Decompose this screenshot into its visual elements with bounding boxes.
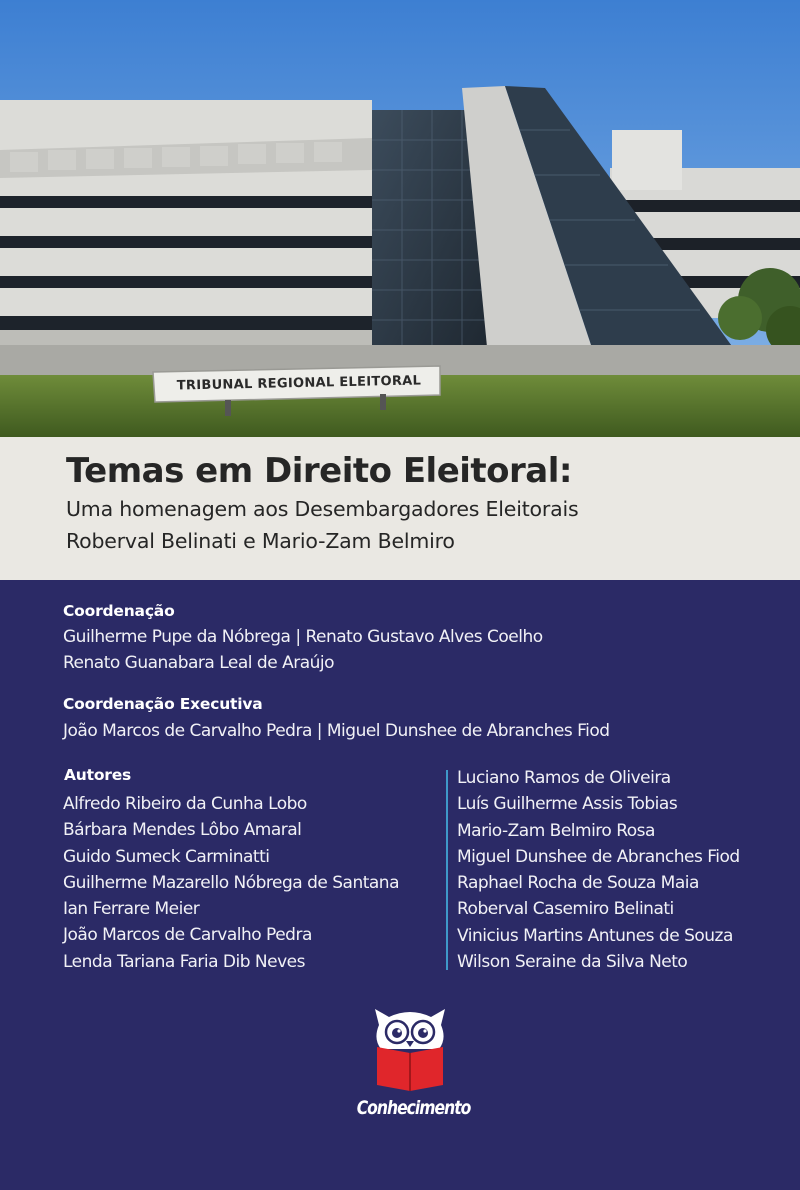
author-name: Wilson Seraine da Silva Neto bbox=[457, 952, 688, 973]
authors-left-column bbox=[63, 791, 399, 975]
authors-right-column bbox=[457, 765, 740, 975]
author-name: Vinicius Martins Antunes de Souza bbox=[457, 925, 733, 946]
author-name: João Marcos de Carvalho Pedra bbox=[63, 925, 312, 946]
sign-board-text: TRIBUNAL REGIONAL ELEITORAL bbox=[176, 373, 422, 394]
publisher-logo bbox=[345, 1005, 475, 1125]
author-name: Guilherme Mazarello Nóbrega de Santana bbox=[63, 872, 399, 893]
book-title: Temas em Direito Eleitoral: bbox=[66, 451, 572, 491]
author-name: Guido Sumeck Carminatti bbox=[63, 846, 270, 867]
cover-photo bbox=[0, 0, 800, 437]
author-name: Mario-Zam Belmiro Rosa bbox=[457, 820, 655, 841]
coordenacao-executiva-label: Coordenação Executiva bbox=[63, 695, 263, 713]
author-name: Bárbara Mendes Lôbo Amaral bbox=[63, 820, 302, 841]
credits-panel bbox=[0, 580, 800, 1190]
title-band bbox=[0, 437, 800, 580]
book-subtitle-line1: Uma homenagem aos Desembargadores Eleitorais bbox=[66, 497, 579, 521]
coordenacao-line1: Guilherme Pupe da Nóbrega | Renato Gustavo Alves Coelho bbox=[63, 627, 543, 647]
book-subtitle-line2: Roberval Belinati e Mario-Zam Belmiro bbox=[66, 529, 455, 553]
author-name: Lenda Tariana Faria Dib Neves bbox=[63, 951, 305, 972]
publisher-name: Conhecimento bbox=[356, 1097, 471, 1119]
author-name: Ian Ferrare Meier bbox=[63, 899, 200, 920]
author-name: Luís Guilherme Assis Tobias bbox=[457, 794, 678, 815]
owl-reading-book-icon bbox=[373, 1005, 447, 1091]
column-divider bbox=[446, 770, 448, 970]
author-name: Raphael Rocha de Souza Maia bbox=[457, 873, 699, 894]
coordenacao-label: Coordenação bbox=[63, 602, 175, 620]
author-name: Miguel Dunshee de Abranches Fiod bbox=[457, 846, 740, 867]
autores-label: Autores bbox=[64, 766, 132, 784]
author-name: Roberval Casemiro Belinati bbox=[457, 899, 674, 920]
coordenacao-line2: Renato Guanabara Leal de Araújo bbox=[63, 653, 335, 673]
author-name: Alfredo Ribeiro da Cunha Lobo bbox=[63, 794, 307, 814]
coordenacao-executiva-line1: João Marcos de Carvalho Pedra | Miguel Dunshee de Abranches Fiod bbox=[63, 721, 610, 741]
author-name: Luciano Ramos de Oliveira bbox=[457, 768, 671, 788]
